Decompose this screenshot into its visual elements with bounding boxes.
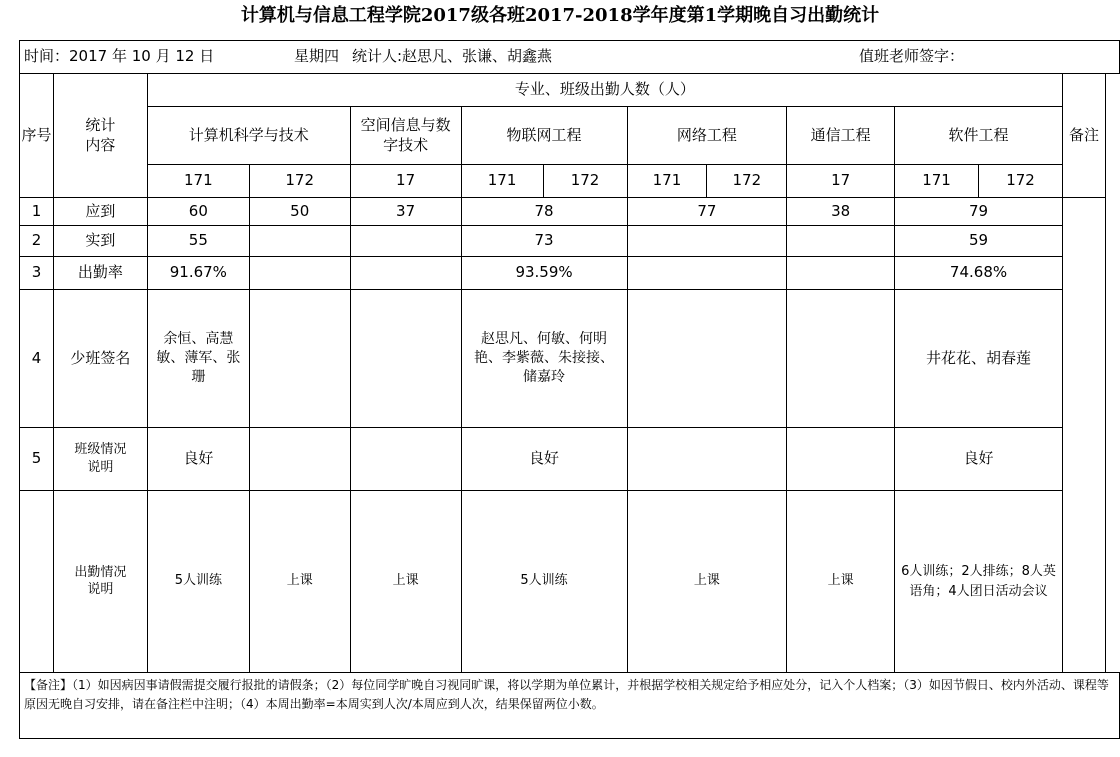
class-net-171: 171 (627, 165, 707, 198)
cell-comm (787, 290, 895, 428)
cell-net (627, 428, 787, 491)
row6-label-text: 出勤情况说明 (74, 564, 127, 598)
seq-header: 序号 (20, 74, 54, 198)
cell-net (627, 257, 787, 290)
class-cs-171: 171 (147, 165, 249, 198)
table-row (20, 491, 1120, 673)
attendance-table (19, 40, 1120, 739)
sheet-title: 计算机与信息工程学院2017级各班2017-2018学年度第1学期晚自习出勤统计 (240, 5, 880, 26)
cell-net (627, 226, 787, 257)
row-seq: 2 (20, 226, 54, 257)
info-cell (20, 41, 1120, 74)
cell-iot (461, 290, 627, 428)
cell-cs171: 60 (147, 198, 249, 226)
cell-sp17 (350, 290, 461, 428)
cell-cs171: 91.67% (147, 257, 249, 290)
cell-iot: 良好 (461, 428, 627, 491)
row-label: 应到 (53, 198, 147, 226)
cell-soft: 井花花、胡春莲 (895, 290, 1063, 428)
row5-label-text: 班级情况说明 (74, 442, 127, 475)
row-label: 实到 (53, 226, 147, 257)
row-seq: 3 (20, 257, 54, 290)
cell-soft: 74.68% (895, 257, 1063, 290)
cell-soft: 良好 (895, 428, 1063, 491)
class-sp-17: 17 (350, 165, 461, 198)
cs171-signers: 余恒、高慧敏、薄军、张珊 (156, 330, 241, 385)
remark-header: 备注 (1063, 74, 1106, 198)
cell-comm: 38 (787, 198, 895, 226)
cell-iot: 93.59% (461, 257, 627, 290)
date-text: 时间：2017 年 10 月 12 日 (24, 47, 215, 66)
weekday-text: 星期四 (294, 47, 340, 66)
side-gap-body (1105, 198, 1119, 673)
note-cell: 【备注】（1）如因病因事请假需提交履行报批的请假条；（2）每位同学旷晚自习视同旷课，将以学期为单位累计，并根据学校相关规定给予相应处分，记入个人档案；（3）如因节假日、校内外活动、课程等原因无晚自习安排，请在备注栏中注明；（4）本周出勤率=本周实到人次/本周应到人次，结果保留两位小数。 (20, 673, 1120, 739)
major-network: 网络工程 (627, 107, 787, 165)
major-spatial-text: 空间信息与数字技术 (360, 116, 451, 155)
row-label: 少班签名 (53, 290, 147, 428)
major-software: 软件工程 (895, 107, 1063, 165)
cell-cs172 (249, 226, 350, 257)
cell-cs171: 良好 (147, 428, 249, 491)
cell-comm (787, 428, 895, 491)
table-row (20, 257, 1120, 290)
cell-cs172: 50 (249, 198, 350, 226)
cell-iot: 5人训练 (461, 491, 627, 673)
row-label (53, 491, 147, 673)
cell-sp17: 37 (350, 198, 461, 226)
major-comm: 通信工程 (787, 107, 895, 165)
row-seq (20, 491, 54, 673)
cell-net: 77 (627, 198, 787, 226)
header-row-3 (20, 165, 1120, 198)
class-cs-172: 172 (249, 165, 350, 198)
note-row (20, 673, 1120, 739)
cell-sp17: 上课 (350, 491, 461, 673)
cell-cs172 (249, 428, 350, 491)
cell-net (627, 290, 787, 428)
class-soft-171: 171 (895, 165, 979, 198)
iot-signers: 赵思凡、何敏、何明艳、李紫薇、朱接接、储嘉玲 (474, 330, 615, 385)
cell-comm (787, 257, 895, 290)
cell-iot: 78 (461, 198, 627, 226)
cell-cs171: 5人训练 (147, 491, 249, 673)
cell-net: 上课 (627, 491, 787, 673)
row-label (53, 428, 147, 491)
cell-comm (787, 226, 895, 257)
cell-soft: 59 (895, 226, 1063, 257)
cell-soft: 79 (895, 198, 1063, 226)
cell-cs172 (249, 257, 350, 290)
class-soft-172: 172 (979, 165, 1063, 198)
class-iot-172: 172 (543, 165, 627, 198)
content-header-text: 统计内容 (85, 116, 116, 155)
class-comm-17: 17 (787, 165, 895, 198)
remark-cell (1063, 198, 1106, 673)
side-gap (1105, 74, 1119, 198)
cell-sp17 (350, 428, 461, 491)
cell-sp17 (350, 257, 461, 290)
table-row (20, 198, 1120, 226)
group-header: 专业、班级出勤人数（人） (147, 74, 1062, 107)
header-row-1 (20, 74, 1120, 107)
cell-comm: 上课 (787, 491, 895, 673)
major-iot: 物联网工程 (461, 107, 627, 165)
table-row (20, 428, 1120, 491)
cell-cs171: 55 (147, 226, 249, 257)
cell-cs172: 上课 (249, 491, 350, 673)
cell-cs171 (147, 290, 249, 428)
cell-cs172 (249, 290, 350, 428)
class-net-172: 172 (707, 165, 787, 198)
row-label: 出勤率 (53, 257, 147, 290)
row-seq: 5 (20, 428, 54, 491)
major-cs: 计算机科学与技术 (147, 107, 350, 165)
table-row (20, 226, 1120, 257)
recorder-text: 统计人:赵思凡、张谦、胡鑫燕 (352, 47, 553, 66)
teacher-sign-text: 值班老师签字： (859, 47, 965, 66)
cell-iot: 73 (461, 226, 627, 257)
major-spatial (350, 107, 461, 165)
header-row-2 (20, 107, 1120, 165)
class-iot-171: 171 (461, 165, 543, 198)
soft-notes: 6人训练；2人排练；8人英语角；4人团日活动会议 (901, 564, 1056, 599)
row-seq: 1 (20, 198, 54, 226)
cell-sp17 (350, 226, 461, 257)
cell-soft (895, 491, 1063, 673)
content-header (53, 74, 147, 198)
info-row (20, 41, 1120, 74)
table-row (20, 290, 1120, 428)
row-seq: 4 (20, 290, 54, 428)
